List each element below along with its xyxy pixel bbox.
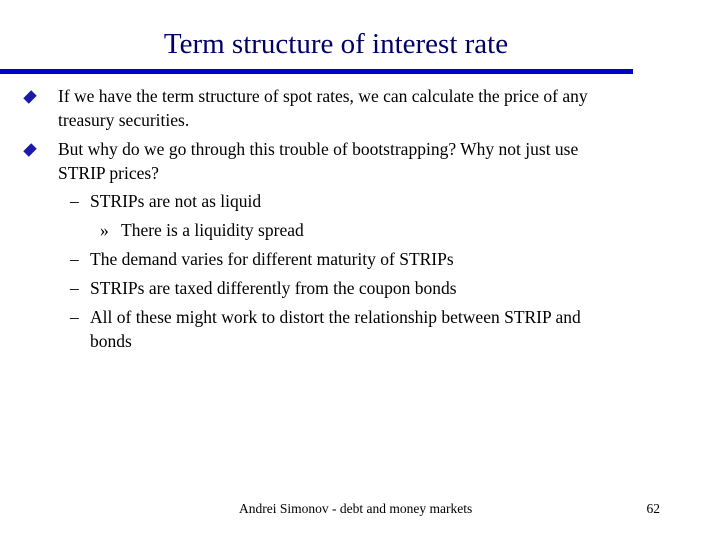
guillemet-marker: » — [100, 220, 109, 240]
bullet-1-line-2: treasury securities. — [58, 110, 190, 130]
bullet-2-line-2: STRIP prices? — [58, 163, 159, 183]
footer-text: Andrei Simonov - debt and money markets — [239, 501, 473, 516]
subitem-5-line-1: All of these might work to distort the relationship between STRIP and — [90, 307, 581, 327]
dash-marker: – — [70, 191, 79, 211]
title-underline — [0, 69, 633, 74]
diamond-bullet-icon — [23, 143, 36, 156]
subitem-4-text: STRIPs are taxed differently from the coupon bonds — [90, 278, 457, 298]
diamond-bullet-icon — [23, 90, 36, 103]
subitem-5-line-2: bonds — [90, 331, 132, 351]
dash-marker: – — [70, 249, 79, 269]
slide-title: Term structure of interest rate — [163, 28, 509, 60]
subitem-2-text: There is a liquidity spread — [121, 220, 304, 240]
dash-marker: – — [70, 307, 79, 327]
subitem-1-text: STRIPs are not as liquid — [90, 191, 262, 211]
page-number: 62 — [646, 501, 660, 516]
bullet-1-line-1: If we have the term structure of spot rates, we can calculate the price of any — [58, 86, 588, 106]
bullet-2-line-1: But why do we go through this trouble of bootstrapping? Why not just use — [58, 139, 579, 159]
dash-marker: – — [70, 278, 79, 298]
subitem-3-text: The demand varies for different maturity of STRIPs — [90, 249, 454, 269]
